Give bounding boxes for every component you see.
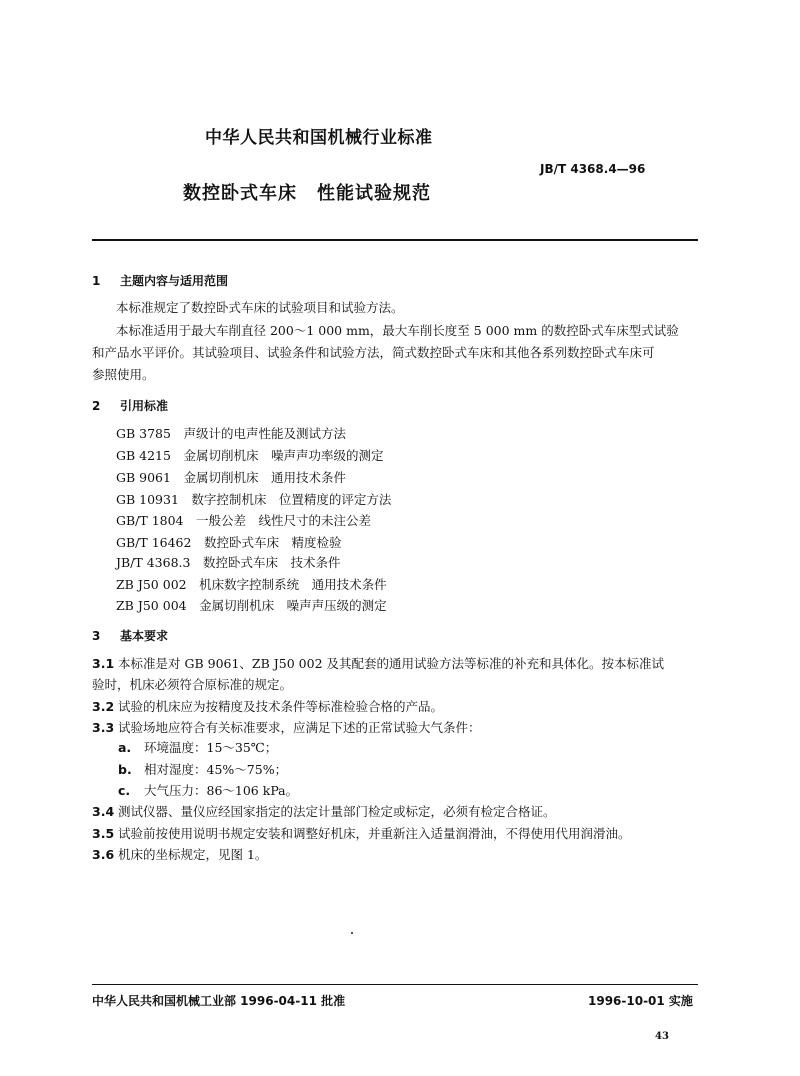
section-1-para-2-line-2: 和产品水平评价。其试验项目、试验条件和试验方法，简式数控卧式车床和其他各系列数控卧式车床可 bbox=[92, 345, 655, 360]
reference-item: GB 9061 金属切削机床 通用技术条件 bbox=[116, 470, 346, 485]
clause-3-5: 3.5 试验前按使用说明书规定安装和调整好机床，并重新注入适量润滑油，不得使用代用润滑油。 bbox=[92, 826, 631, 841]
clause-3-2: 3.2 试验的机床应为按精度及技术条件等标准检验合格的产品。 bbox=[92, 699, 444, 714]
reference-item: GB/T 16462 数控卧式车床 精度检验 bbox=[116, 535, 342, 550]
reference-item: JB/T 4368.3 数控卧式车床 技术条件 bbox=[116, 555, 341, 570]
reference-item: GB/T 1804 一般公差 线性尺寸的未注公差 bbox=[116, 513, 372, 528]
reference-item: GB 10931 数字控制机床 位置精度的评定方法 bbox=[116, 492, 392, 507]
condition-item: a. 环境温度：15～35℃； bbox=[118, 740, 278, 755]
clause-3-1-continuation: 验时，机床必须符合原标准的规定。 bbox=[92, 677, 293, 692]
approval-line: 中华人民共和国机械工业部 1996-04-11 批准 bbox=[92, 994, 346, 1008]
footer-rule bbox=[92, 984, 698, 985]
document-title bbox=[183, 179, 431, 205]
standard-code: JB/T 4368.4—96 bbox=[540, 162, 646, 176]
section-1-para-2-line-3: 参照使用。 bbox=[92, 367, 155, 382]
section-1-para-2-line-1: 本标准适用于最大车削直径 200～1 000 mm，最大车削长度至 5 000 mm 的数控卧式车床型式试验 bbox=[116, 323, 679, 338]
clause-3-3: 3.3 试验场地应符合有关标准要求，应满足下述的正常试验大气条件： bbox=[92, 720, 481, 735]
clause-3-1: 3.1 本标准是对 GB 9061、ZB J50 002 及其配套的通用试验方法等标准的补充和具体化。按本标准试 bbox=[92, 656, 664, 671]
condition-item: b. 相对湿度：45%～75%； bbox=[118, 762, 288, 777]
section-1-para-1: 本标准规定了数控卧式车床的试验项目和试验方法。 bbox=[116, 300, 404, 315]
section-1-heading: 1 主题内容与适用范围 bbox=[92, 274, 229, 288]
page-number: 43 bbox=[655, 1031, 669, 1042]
document-title-right: 性能试验规范 bbox=[317, 183, 431, 204]
reference-item: GB 4215 金属切削机床 噪声声功率级的测定 bbox=[116, 448, 384, 463]
scan-speck bbox=[351, 932, 353, 934]
implementation-date: 1996-10-01 实施 bbox=[588, 994, 693, 1008]
reference-item: GB 3785 声级计的电声性能及测试方法 bbox=[116, 426, 346, 441]
reference-item: ZB J50 002 机床数字控制系统 通用技术条件 bbox=[116, 577, 387, 592]
document-title-left: 数控卧式车床 bbox=[183, 183, 297, 204]
clause-3-4: 3.4 测试仪器、量仪应经国家指定的法定计量部门检定或标定，必须有检定合格证。 bbox=[92, 804, 556, 819]
condition-item: c. 大气压力：86～106 kPa。 bbox=[118, 783, 299, 798]
header-rule bbox=[92, 239, 698, 241]
reference-item: ZB J50 004 金属切削机床 噪声声压级的测定 bbox=[116, 598, 387, 613]
section-2-heading: 2 引用标准 bbox=[92, 399, 169, 413]
standard-title: 中华人民共和国机械行业标准 bbox=[205, 128, 433, 148]
section-3-heading: 3 基本要求 bbox=[92, 629, 169, 643]
clause-3-6: 3.6 机床的坐标规定，见图 1。 bbox=[92, 847, 268, 862]
